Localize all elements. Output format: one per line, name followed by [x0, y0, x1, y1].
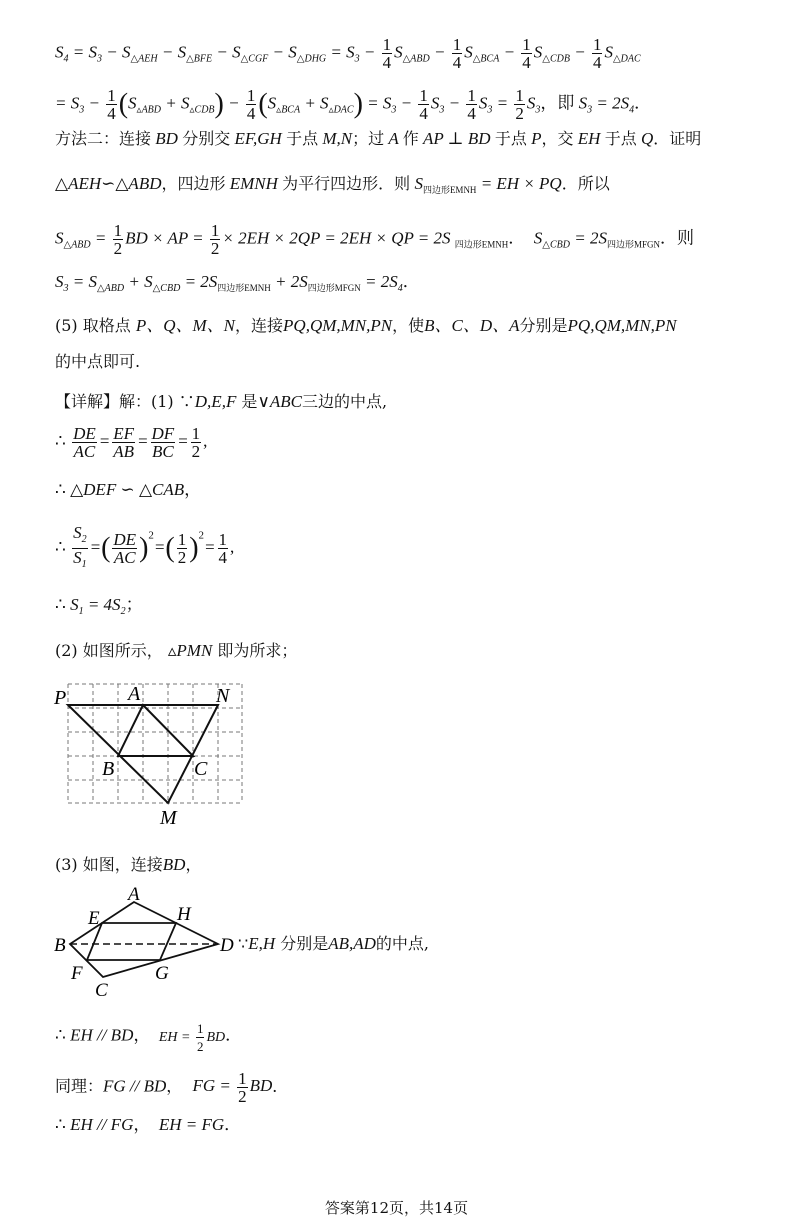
area-ratio: ∴ $\frac{S_2}{S_1}$ =( $\frac{DE}{AC}$ )$^2$=( $\frac{1}{2}$ )$^2$= $\frac{1}{4}$ , — [55, 523, 235, 570]
label-F: F — [71, 963, 83, 984]
page-footer: 答案第12页，共14页 — [324, 1199, 469, 1217]
label-H: H — [177, 904, 191, 925]
figure-grid-triangle — [50, 678, 250, 830]
s1-equals: ∴ $S_1 = 4S_2$； — [55, 595, 143, 617]
part3-line: (3) 如图，连接BD， — [55, 855, 202, 874]
label-N: N — [216, 685, 230, 707]
part2-line: (2) 如图所示， ▵PMN 即为所求； — [55, 641, 298, 660]
similar-line: ∴ △DEF ∽ △CAB， — [55, 480, 202, 499]
label-P: P — [54, 687, 67, 709]
fg-parallel: 同理：FG // BD， FG = $\frac{1}{2}$ BD． — [55, 1069, 289, 1106]
label-A: A — [128, 884, 140, 905]
label-A: A — [128, 683, 141, 705]
part5-line-2: 的中点即可. — [55, 352, 141, 371]
label-E: E — [88, 908, 100, 929]
figure-quadrilateral — [52, 882, 242, 1004]
eh-fg-conclusion: ∴ EH // FG， EH = FG． — [55, 1115, 242, 1134]
label-D: D — [220, 935, 234, 956]
part5-line-1: (5) 取格点 P、Q、M、N，连接PQ,QM,MN,PN，使B、C、D、A分别是PQ,QM,MN,PN — [55, 316, 677, 335]
detail-heading: 【详解】解：(1) ∵D,E,F 是∨ABC三边的中点, — [55, 392, 388, 411]
label-G: G — [155, 963, 169, 984]
method2-line-3: $S_{\triangle ABD}$ = $\frac{1}{2}$ BD × AP = $\frac{1}{2}$ × 2EH × 2QP = 2EH × QP = 2S $_{四边形EMNH}$． $S_{\triangle CBD} = 2S_{四边形MFGN}$．则 — [55, 221, 694, 258]
label-C: C — [95, 980, 108, 1001]
formula-line-1: $S_4 = S_3 - S_{\triangle AEH} - S_{\triangle BFE} - S_{\triangle CGF} - S_{\triangle DHG} = S_3$ − $\frac{1}{4}$ $S_{\triangle ABD}$ − $\frac{1}{4}$ $S_{\triangle BCA}$ − $\frac{1}{4}$ $S_{\triangle CDB}$ − $\frac{1}{4}$ $S_{\triangle DAC}$ — [55, 35, 641, 72]
eh-parallel: ∴ EH // BD， EH = $\frac{1}{2}$ BD． — [55, 1021, 243, 1054]
formula-line-2: = $S_3$ − $\frac{1}{4}$ $(S_{▵ABD} + S_{▵CDB})$ − $\frac{1}{4}$ $(S_{▵BCA} + S_{▵DAC}) = S_3$ − $\frac{1}{4}$ $S_3$ − $\frac{1}{4}$ $S_3$ = $\frac{1}{2}$ $S_3$，即 $S_3 = 2S_4$． — [55, 86, 652, 123]
ratio-equation: ∴ $\frac{DE}{AC}$ = $\frac{EF}{AB}$ = $\frac{DF}{BC}$ = $\frac{1}{2}$ , — [55, 424, 208, 461]
method2-line-1: 方法二：连接 BD 分别交 EF,GH 于点 M,N；过 A 作 AP ⊥ BD 于点 P，交 EH 于点 Q．证明 — [55, 129, 702, 148]
method2-line-2: △AEH∽△ABD，四边形 EMNH 为平行四边形．则 $S_{四边形EMNH}$ = EH × PQ．所以 — [55, 174, 610, 195]
method2-line-4: $S_3 = S_{\triangle ABD} + S_{\triangle CBD} = 2S_{四边形EMNH} + 2S_{四边形MFGN} = 2S_4$． — [55, 272, 420, 294]
label-B: B — [54, 935, 66, 956]
fig2-caption: ∵E,H 分别是AB,AD的中点, — [238, 934, 429, 953]
label-M: M — [160, 807, 177, 829]
label-C: C — [194, 758, 208, 780]
label-B: B — [102, 758, 115, 780]
